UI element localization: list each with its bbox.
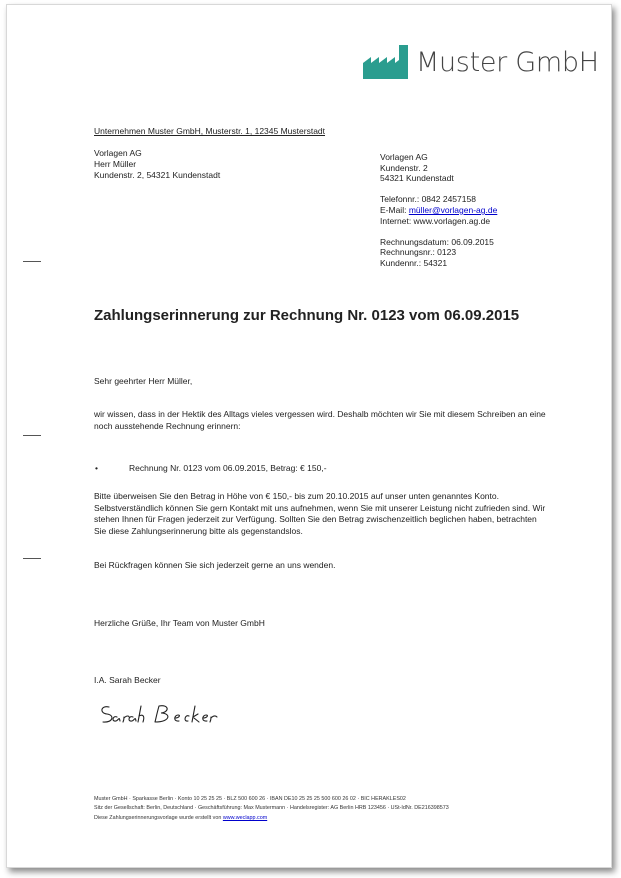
company-logo — [363, 45, 599, 79]
invoice-bullet: Rechnung Nr. 0123 vom 06.09.2015, Betrag: € 150,- — [129, 463, 327, 473]
fold-mark — [23, 261, 41, 262]
info-block — [380, 152, 497, 269]
info-phone: Telefonnr.: 0842 2457158 — [380, 194, 476, 205]
info-internet: Internet: www.vorlagen.ag.de — [380, 215, 491, 226]
weclapp-link[interactable]: www.weclapp.com — [222, 814, 268, 821]
customer-number: Kundennr.: 54321 — [380, 257, 448, 268]
recipient-street: Kundenstr. 2, 54321 Kundenstadt — [94, 170, 221, 180]
letter-page — [6, 4, 612, 868]
signer-name: I.A. Sarah Becker — [94, 675, 161, 685]
email-link[interactable]: müller@vorlagen-ag.de — [408, 204, 498, 215]
footer-credit — [94, 814, 449, 823]
company-name: Muster GmbH — [416, 46, 599, 78]
paragraph-intro: wir wissen, dass in der Hektik des Alltags vieles vergessen wird. Deshalb möchten wir Sie mit diesem Schreiben an eine noch ausstehende Rechnung erinnern: — [94, 409, 546, 431]
paragraph-questions: Bei Rückfragen können Sie sich jederzeit gerne an uns wenden. — [94, 560, 336, 570]
salutation: Sehr geehrter Herr Müller, — [94, 376, 193, 386]
footer — [94, 795, 449, 823]
closing: Herzliche Grüße, Ihr Team von Muster GmbH — [94, 618, 265, 628]
email-label: E-Mail: — [380, 204, 407, 215]
recipient-address — [94, 148, 220, 181]
footer-credit-text: Diese Zahlungserinnerungsvorlage wurde erstellt von — [94, 814, 222, 821]
footer-legal: Sitz der Gesellschaft: Berlin, Deutschland · Geschäftsführung: Max Mustermann · Handelsregister: AG Berlin HRB 123456 · USt-IdNr. DE216398573 — [94, 805, 449, 812]
invoice-date: Rechnungsdatum: 06.09.2015 — [380, 236, 494, 247]
paragraph-payment: Bitte überweisen Sie den Betrag in Höhe von € 150,- bis zum 20.10.2015 auf unser unten genanntes Konto. Selbstverständlich können Sie gern Kontakt mit uns aufnehmen, wenn Sie mit unserer Leistung nicht zufrieden sind. Wir stehen Ihnen für Fragen jederzeit zur Verfügung. Sollten Sie den Betrag zwischenzeitlich beglichen haben, betrachten Sie diese Zahlungserinnerung bitte als gegenstandslos. — [94, 491, 546, 536]
info-email-row — [380, 205, 497, 216]
bullet-marker: • — [95, 463, 98, 473]
info-street: Kundenstr. 2 — [380, 162, 428, 173]
letter-subject: Zahlungserinnerung zur Rechnung Nr. 0123 vom 06.09.2015 — [94, 307, 520, 324]
info-name: Vorlagen AG — [380, 152, 428, 162]
factory-icon — [363, 45, 410, 79]
recipient-contact: Herr Müller — [94, 159, 137, 169]
sender-line: Unternehmen Muster GmbH, Musterstr. 1, 12345 Musterstadt — [94, 126, 326, 136]
fold-mark — [23, 558, 41, 559]
footer-bank: Muster GmbH · Sparkasse Berlin · Konto 10 25 25 25 · BLZ 500 600 26 · IBAN DE10 25 25 25 500 600 26 02 · BIC HERAKLES02 — [94, 796, 406, 802]
recipient-name: Vorlagen AG — [94, 148, 142, 158]
invoice-number: Rechnungsnr.: 0123 — [380, 247, 457, 258]
handwritten-signature — [99, 703, 249, 727]
info-city: 54321 Kundenstadt — [380, 173, 454, 184]
punch-mark — [23, 435, 41, 436]
